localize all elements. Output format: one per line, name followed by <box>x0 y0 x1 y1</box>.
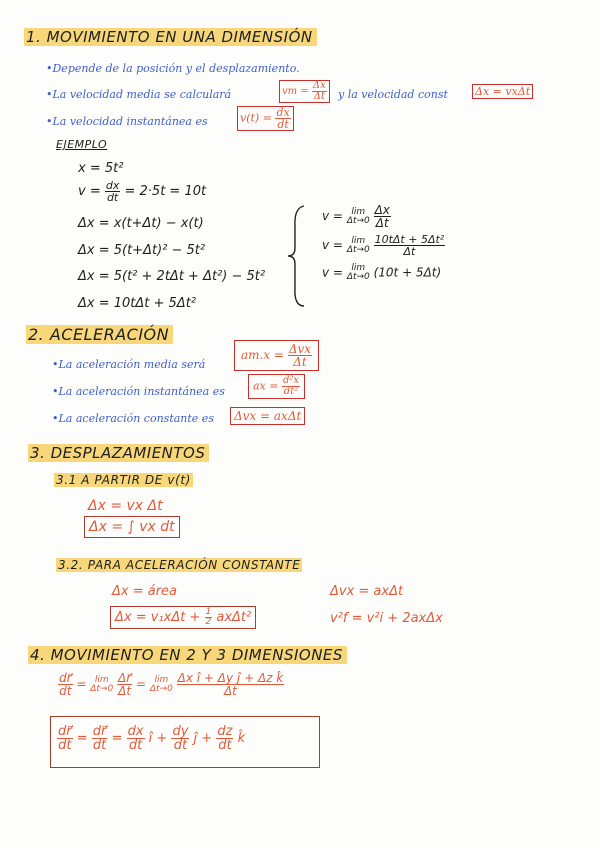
f4-a: Δx = v₁xΔt + <box>115 610 201 625</box>
lim1-sub: Δt→0 <box>346 215 370 226</box>
s4-b-x-den: dt <box>128 738 143 753</box>
ex-line-5: Δx = 5(t² + 2tΔt + Δt²) − 5t² <box>78 269 266 284</box>
section-3-title: 3. DESPLAZAMIENTOS <box>28 444 209 462</box>
s4-b-z-num: dz <box>217 724 233 739</box>
curly-brace <box>286 204 308 308</box>
limit-line-2 <box>322 234 445 257</box>
s4-m-den: Δt <box>118 684 132 698</box>
j-hat: ĵ <box>193 731 198 746</box>
s4-lim1-word: lim <box>94 674 109 685</box>
section-1-title: 1. MOVIMIENTO EN UNA DIMENSIÓN <box>24 28 317 46</box>
lim1-den: Δt <box>375 216 389 230</box>
limit-line-3 <box>322 264 441 282</box>
s4-b-y-num: dy <box>172 724 189 739</box>
s1-bullet-2: •La velocidad media se calculará <box>46 88 232 101</box>
s4-b-m-den: dt <box>92 738 107 753</box>
f4-b: axΔt² <box>216 610 252 625</box>
s3-f3: Δx = área <box>112 584 178 599</box>
s4-l-den: dt <box>59 684 72 698</box>
f4-den: 2 <box>205 617 212 627</box>
s3-f1: Δx = vx Δt <box>88 498 163 514</box>
ac-formula: Δvx = axΔt <box>230 407 305 425</box>
vt-lhs: v(t) = <box>240 111 272 125</box>
am-den: Δt <box>293 355 307 369</box>
vt-num: dx <box>276 106 290 119</box>
s1-bullet-2b: y la velocidad const <box>338 88 448 101</box>
s4-b-m-num: dr⃗ <box>92 724 107 739</box>
s1-bullet-3: •La velocidad instantánea es <box>46 115 208 128</box>
vm-formula <box>279 80 330 103</box>
s2-bullet-1: •La aceleración media será <box>52 358 206 371</box>
s4-m-num: Δr⃗ <box>118 671 132 685</box>
s2-bullet-2: •La aceleración instantánea es <box>52 385 225 398</box>
s1-bullet-1: •Depende de la posición y el desplazamiento. <box>46 62 300 75</box>
vm-lhs: vm = <box>282 86 309 97</box>
limit-line-1 <box>322 204 391 229</box>
s3-sub-1: 3.1 A PARTIR DE v(t) <box>56 473 191 487</box>
lim3-rhs: (10t + 5Δt) <box>373 265 442 280</box>
f4-num: 1 <box>205 607 212 617</box>
s4-b-x-num: dx <box>127 724 144 739</box>
lim1-num: Δx <box>374 203 390 217</box>
vt-formula <box>237 106 294 131</box>
s4-derivative-line: $\frac{dr⃗}{dt}$ = lim Δt→0 $\frac{\Delta r⃗}{\Delta t}$ = lim Δt→0 $\frac{\text{Δx î + Δy ĵ + Δz k̂}}{\Delta t}$ <box>59 671 284 698</box>
vconst-formula: Δx = vxΔt <box>472 84 533 99</box>
s4-b-z-den: dt <box>218 738 232 753</box>
lim2-word: lim <box>351 235 366 246</box>
ex-line-2 <box>78 180 206 203</box>
s4-boxed-formula: $\frac{dr⃗}{dt}$ = $\frac{dr⃗}{dt}$ = $\frac{dx}{dt}$ î + $\frac{dy}{dt}$ ĵ + $\frac{dz}{dt}$ k̂ <box>50 716 320 768</box>
lim3-sub: Δt→0 <box>346 272 370 282</box>
ex-line-4: Δx = 5(t+Δt)² − 5t² <box>78 243 206 258</box>
section-2-title: 2. ACELERACIÓN <box>26 325 173 344</box>
lim1-word: lim <box>351 206 366 217</box>
lim1-lhs: v = <box>322 209 343 223</box>
am-lhs: am.x = <box>241 348 284 362</box>
ai-den: dt² <box>283 386 299 397</box>
ex2-rhs: = 2·5t = 10t <box>124 184 207 199</box>
ai-formula <box>248 374 305 399</box>
vm-den: Δt <box>313 91 325 102</box>
ex-line-1: x = 5t² <box>78 161 124 176</box>
lim2-sub: Δt→0 <box>346 244 370 255</box>
s4-lim2-word: lim <box>154 674 169 685</box>
am-formula <box>234 340 319 371</box>
example-label: EJEMPLO <box>56 138 108 151</box>
s4-b-l-num: dr⃗ <box>58 724 72 739</box>
lim3-lhs: v = <box>322 265 343 280</box>
ex2-lhs: v = <box>78 184 101 199</box>
ex-line-3: Δx = x(t+Δt) − x(t) <box>78 216 204 231</box>
ai-num: d²x <box>282 375 300 386</box>
ai-lhs: ax = <box>253 379 279 393</box>
lim2-num: 10tΔt + 5Δt² <box>374 233 445 246</box>
vm-num: Δx <box>312 80 326 91</box>
ex2-den: dt <box>106 191 119 204</box>
k-hat: k̂ <box>237 731 246 746</box>
s3-sub-2: 3.2. PARA ACELERACIÓN CONSTANTE <box>58 558 301 572</box>
lim3-word: lim <box>351 263 366 273</box>
s3-f2: Δx = ∫ vx dt <box>84 516 180 538</box>
am-num: Δvx <box>288 342 312 356</box>
s4-b-l-den: dt <box>58 738 72 753</box>
s3-f4 <box>110 606 256 629</box>
s2-bullet-3: •La aceleración constante es <box>52 412 214 425</box>
lim2-den: Δt <box>403 245 416 258</box>
s4-r-num: Δx î + Δy ĵ + Δz k̂ <box>177 671 284 685</box>
s4-lim1-sub: Δt→0 <box>90 683 114 694</box>
ex2-num: dx <box>105 179 120 192</box>
i-hat: î <box>148 731 153 746</box>
s3-f6: v²f = v²i + 2axΔx <box>330 611 443 626</box>
s4-l-num: dr⃗ <box>59 671 72 685</box>
s4-lim2-sub: Δt→0 <box>149 683 173 694</box>
s4-r-den: Δt <box>223 684 237 698</box>
ex-line-6: Δx = 10tΔt + 5Δt² <box>78 296 197 311</box>
s3-f5: Δvx = axΔt <box>330 584 404 599</box>
vt-den: dt <box>277 118 289 131</box>
s4-b-y-den: dt <box>173 738 188 753</box>
section-4-title: 4. MOVIMIENTO EN 2 Y 3 DIMENSIONES <box>28 646 347 664</box>
lim2-lhs: v = <box>322 238 343 252</box>
